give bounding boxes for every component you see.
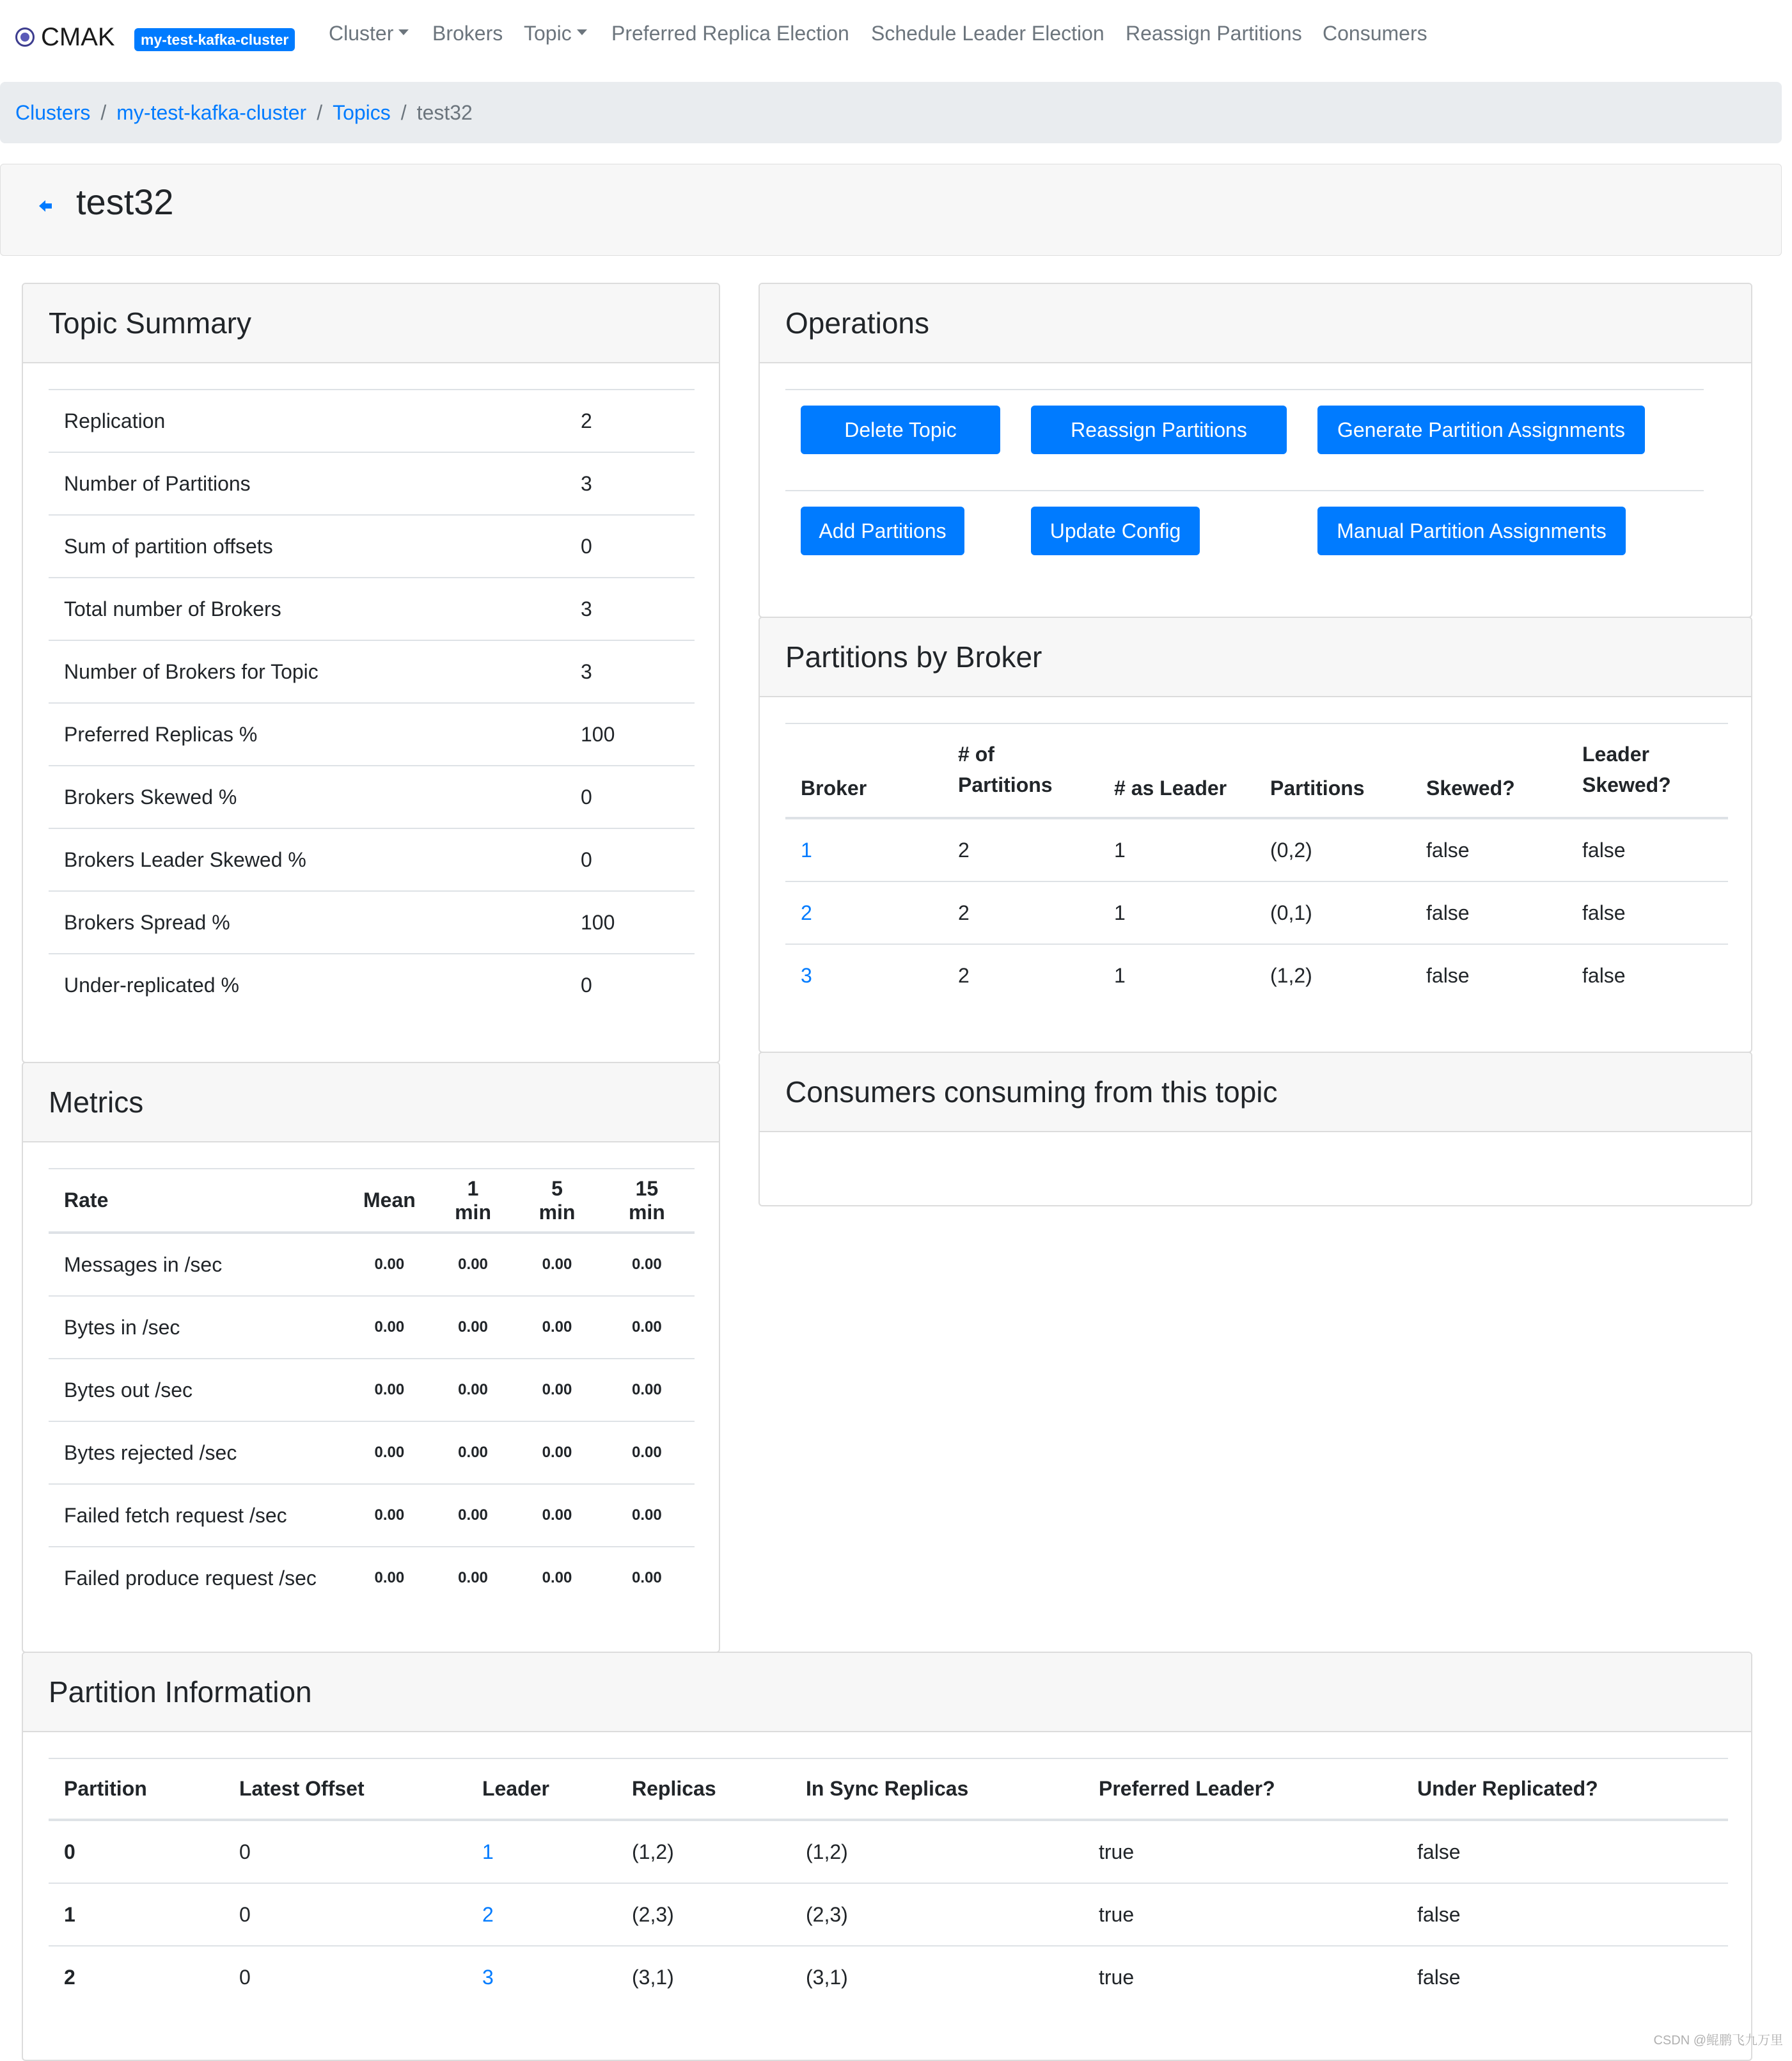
partition-under-replicated: false: [1402, 1946, 1728, 2008]
metric-value: 0.00: [599, 1547, 695, 1609]
metrics-row: [49, 1296, 695, 1359]
broker-as-leader: 1: [1099, 818, 1255, 881]
metric-label: Bytes in /sec: [49, 1296, 348, 1359]
partition-replicas: (2,3): [617, 1883, 790, 1946]
summary-row: [49, 640, 695, 703]
summary-row: [49, 515, 695, 578]
generate-partition-assignments-button[interactable]: Generate Partition Assignments: [1317, 406, 1645, 454]
metrics-row: [49, 1547, 695, 1609]
partition-replicas: (1,2): [617, 1820, 790, 1883]
partition-leader-link[interactable]: 3: [482, 1965, 494, 1989]
metric-value: 0.00: [348, 1296, 431, 1359]
page-title: test32: [76, 182, 174, 222]
metrics-row: [49, 1484, 695, 1547]
cluster-badge[interactable]: my-test-kafka-cluster: [134, 28, 295, 51]
partition-preferred-leader: true: [1083, 1883, 1402, 1946]
broker-cell: [785, 881, 943, 944]
partition-preferred-leader: true: [1083, 1946, 1402, 2008]
broker-link[interactable]: 1: [801, 838, 812, 862]
consumers-title: Consumers consuming from this topic: [760, 1053, 1751, 1132]
partition-row: [49, 1820, 1728, 1883]
pbb-header-as-leader: # as Leader: [1099, 723, 1255, 818]
broker-partitions: (1,2): [1255, 944, 1411, 1006]
metric-value: 0.00: [515, 1359, 599, 1421]
pi-header-isr: In Sync Replicas: [790, 1758, 1083, 1820]
partition-leader-cell: [467, 1820, 617, 1883]
topic-summary-title: Topic Summary: [23, 284, 719, 363]
broker-num-partitions: 2: [943, 944, 1099, 1006]
partition-leader-cell: [467, 1883, 617, 1946]
partition-id: 1: [49, 1883, 224, 1946]
broker-leader-skewed: false: [1567, 881, 1728, 944]
topic-summary-table: [49, 389, 695, 1016]
nav-cluster-label: Cluster: [329, 22, 394, 45]
partition-isr: (3,1): [790, 1946, 1083, 2008]
metric-value: 0.00: [515, 1484, 599, 1547]
summary-value: 100: [565, 891, 695, 954]
broker-row: [785, 944, 1728, 1006]
partition-row: [49, 1946, 1728, 2008]
summary-row: [49, 954, 695, 1016]
pbb-header-skewed: Skewed?: [1411, 723, 1567, 818]
partition-latest-offset: 0: [224, 1946, 467, 2008]
broker-leader-skewed: false: [1567, 944, 1728, 1006]
metrics-title: Metrics: [23, 1063, 719, 1142]
metric-value: 0.00: [599, 1359, 695, 1421]
nav-brokers[interactable]: Brokers: [432, 22, 503, 45]
metrics-header-5min: 5 min: [515, 1169, 599, 1233]
metric-label: Failed produce request /sec: [49, 1547, 348, 1609]
pbb-header-leader-skewed: [1567, 723, 1728, 818]
brand-text: CMAK: [41, 22, 115, 51]
metrics-row: [49, 1359, 695, 1421]
pi-header-preferred-leader: Preferred Leader?: [1083, 1758, 1402, 1820]
metrics-card: [22, 1062, 720, 1653]
metric-label: Failed fetch request /sec: [49, 1484, 348, 1547]
metric-value: 0.00: [348, 1233, 431, 1296]
metrics-row: [49, 1421, 695, 1484]
pi-header-under-replicated: Under Replicated?: [1402, 1758, 1728, 1820]
summary-value: 3: [565, 640, 695, 703]
summary-label: Number of Brokers for Topic: [49, 640, 565, 703]
partition-leader-link[interactable]: 1: [482, 1840, 494, 1863]
metric-value: 0.00: [431, 1233, 515, 1296]
summary-label: Total number of Brokers: [49, 578, 565, 640]
nav-topic-label: Topic: [524, 22, 572, 45]
page-header: [0, 164, 1782, 256]
summary-value: 3: [565, 452, 695, 515]
nav-consumers[interactable]: Consumers: [1323, 22, 1427, 45]
operations-title: Operations: [760, 284, 1751, 363]
broker-partitions: (0,2): [1255, 818, 1411, 881]
broker-link[interactable]: 2: [801, 901, 812, 924]
metric-value: 0.00: [431, 1484, 515, 1547]
broker-row: [785, 818, 1728, 881]
broker-skewed: false: [1411, 818, 1567, 881]
breadcrumb-separator: /: [100, 100, 107, 124]
metrics-header-mean: Mean: [348, 1169, 431, 1233]
broker-row: [785, 881, 1728, 944]
metric-value: 0.00: [431, 1547, 515, 1609]
nav-schedule-leader-election[interactable]: Schedule Leader Election: [871, 22, 1104, 45]
summary-row: [49, 891, 695, 954]
summary-row: [49, 452, 695, 515]
summary-row: [49, 578, 695, 640]
breadcrumb-current: test32: [416, 100, 473, 124]
metric-value: 0.00: [348, 1484, 431, 1547]
delete-topic-button[interactable]: Delete Topic: [801, 406, 1000, 454]
operations-card: [758, 283, 1752, 618]
partition-preferred-leader: true: [1083, 1820, 1402, 1883]
pbb-header-broker: Broker: [785, 723, 943, 818]
metric-value: 0.00: [348, 1359, 431, 1421]
watermark: CSDN @鲲鹏飞九万里: [1653, 2033, 1783, 2048]
partition-latest-offset: 0: [224, 1820, 467, 1883]
pi-header-partition: Partition: [49, 1758, 224, 1820]
metric-value: 0.00: [431, 1421, 515, 1484]
metric-label: Bytes out /sec: [49, 1359, 348, 1421]
top-navbar: [0, 0, 1792, 75]
pbb-header-partitions: Partitions: [1255, 723, 1411, 818]
metrics-row: [49, 1233, 695, 1296]
summary-value: 0: [565, 954, 695, 1016]
nav-reassign-partitions[interactable]: Reassign Partitions: [1126, 22, 1302, 45]
pbb-header-num-partitions-line2: Partitions: [958, 773, 1053, 796]
metrics-table: [49, 1168, 695, 1609]
summary-label: Under-replicated %: [49, 954, 565, 1016]
pbb-header-num-partitions: [943, 723, 1099, 818]
breadcrumb-separator: /: [400, 100, 407, 124]
caret-down-icon: [577, 29, 587, 35]
summary-value: 0: [565, 766, 695, 828]
broker-num-partitions: 2: [943, 818, 1099, 881]
partition-under-replicated: false: [1402, 1820, 1728, 1883]
summary-label: Brokers Spread %: [49, 891, 565, 954]
pi-header-latest-offset: Latest Offset: [224, 1758, 467, 1820]
manual-partition-assignments-button[interactable]: Manual Partition Assignments: [1317, 507, 1626, 555]
summary-row: [49, 828, 695, 891]
metric-value: 0.00: [599, 1484, 695, 1547]
broker-cell: [785, 818, 943, 881]
partition-id: 2: [49, 1946, 224, 2008]
broker-partitions: (0,1): [1255, 881, 1411, 944]
pbb-header-leader-skewed-line2: Skewed?: [1582, 773, 1671, 796]
summary-label: Sum of partition offsets: [49, 515, 565, 578]
caret-down-icon: [398, 29, 409, 35]
summary-row: [49, 390, 695, 452]
broker-cell: [785, 944, 943, 1006]
metric-value: 0.00: [599, 1421, 695, 1484]
metric-value: 0.00: [515, 1233, 599, 1296]
metric-value: 0.00: [431, 1296, 515, 1359]
partition-leader-link[interactable]: 2: [482, 1902, 494, 1926]
summary-row: [49, 766, 695, 828]
summary-value: 0: [565, 828, 695, 891]
partition-information-title: Partition Information: [23, 1653, 1751, 1732]
metrics-header-1min: 1 min: [431, 1169, 515, 1233]
metric-value: 0.00: [431, 1359, 515, 1421]
breadcrumb-topics[interactable]: Topics: [333, 100, 391, 124]
partition-latest-offset: 0: [224, 1883, 467, 1946]
cmak-logo-icon: [15, 28, 35, 47]
metric-value: 0.00: [515, 1421, 599, 1484]
divider: [785, 389, 1704, 390]
partitions-by-broker-title: Partitions by Broker: [760, 618, 1751, 697]
summary-label: Brokers Leader Skewed %: [49, 828, 565, 891]
summary-label: Brokers Skewed %: [49, 766, 565, 828]
summary-label: Number of Partitions: [49, 452, 565, 515]
partition-information-table: [49, 1758, 1728, 2008]
broker-as-leader: 1: [1099, 881, 1255, 944]
metric-label: Messages in /sec: [49, 1233, 348, 1296]
broker-as-leader: 1: [1099, 944, 1255, 1006]
partition-isr: (2,3): [790, 1883, 1083, 1946]
breadcrumb-cluster[interactable]: my-test-kafka-cluster: [116, 100, 307, 124]
metric-label: Bytes rejected /sec: [49, 1421, 348, 1484]
topic-summary-card: [22, 283, 720, 1063]
broker-skewed: false: [1411, 944, 1567, 1006]
metric-value: 0.00: [599, 1233, 695, 1296]
summary-row: [49, 703, 695, 766]
metrics-header-15min: 15 min: [599, 1169, 695, 1233]
back-arrow-icon[interactable]: [38, 198, 54, 214]
brand-link[interactable]: [15, 18, 115, 56]
update-config-button[interactable]: Update Config: [1031, 507, 1200, 555]
summary-value: 3: [565, 578, 695, 640]
pbb-header-leader-skewed-line1: Leader: [1582, 743, 1649, 766]
broker-leader-skewed: false: [1567, 818, 1728, 881]
metric-value: 0.00: [515, 1296, 599, 1359]
breadcrumb-separator: /: [317, 100, 323, 124]
partition-information-card: [22, 1652, 1752, 2061]
partition-row: [49, 1883, 1728, 1946]
divider: [785, 490, 1704, 491]
broker-skewed: false: [1411, 881, 1567, 944]
summary-value: 100: [565, 703, 695, 766]
partition-id: 0: [49, 1820, 224, 1883]
metric-value: 0.00: [599, 1296, 695, 1359]
partition-leader-cell: [467, 1946, 617, 2008]
broker-num-partitions: 2: [943, 881, 1099, 944]
broker-link[interactable]: 3: [801, 963, 812, 987]
nav-cluster-dropdown[interactable]: [329, 22, 409, 45]
reassign-partitions-button[interactable]: Reassign Partitions: [1031, 406, 1287, 454]
nav-preferred-replica-election[interactable]: Preferred Replica Election: [611, 22, 849, 45]
add-partitions-button[interactable]: Add Partitions: [801, 507, 964, 555]
summary-label: Preferred Replicas %: [49, 703, 565, 766]
partition-isr: (1,2): [790, 1820, 1083, 1883]
metric-value: 0.00: [348, 1421, 431, 1484]
metrics-header-rate: Rate: [49, 1169, 348, 1233]
breadcrumb: [0, 82, 1782, 143]
pi-header-leader: Leader: [467, 1758, 617, 1820]
summary-value: 2: [565, 390, 695, 452]
summary-value: 0: [565, 515, 695, 578]
metric-value: 0.00: [348, 1547, 431, 1609]
pi-header-replicas: Replicas: [617, 1758, 790, 1820]
summary-label: Replication: [49, 390, 565, 452]
consumers-card: [758, 1052, 1752, 1206]
breadcrumb-clusters[interactable]: Clusters: [15, 100, 91, 124]
partition-under-replicated: false: [1402, 1883, 1728, 1946]
partitions-by-broker-table: [785, 723, 1728, 1006]
pbb-header-num-partitions-line1: # of: [958, 743, 994, 766]
partition-replicas: (3,1): [617, 1946, 790, 2008]
partitions-by-broker-card: [758, 617, 1752, 1053]
nav-topic-dropdown[interactable]: [524, 22, 587, 45]
metric-value: 0.00: [515, 1547, 599, 1609]
